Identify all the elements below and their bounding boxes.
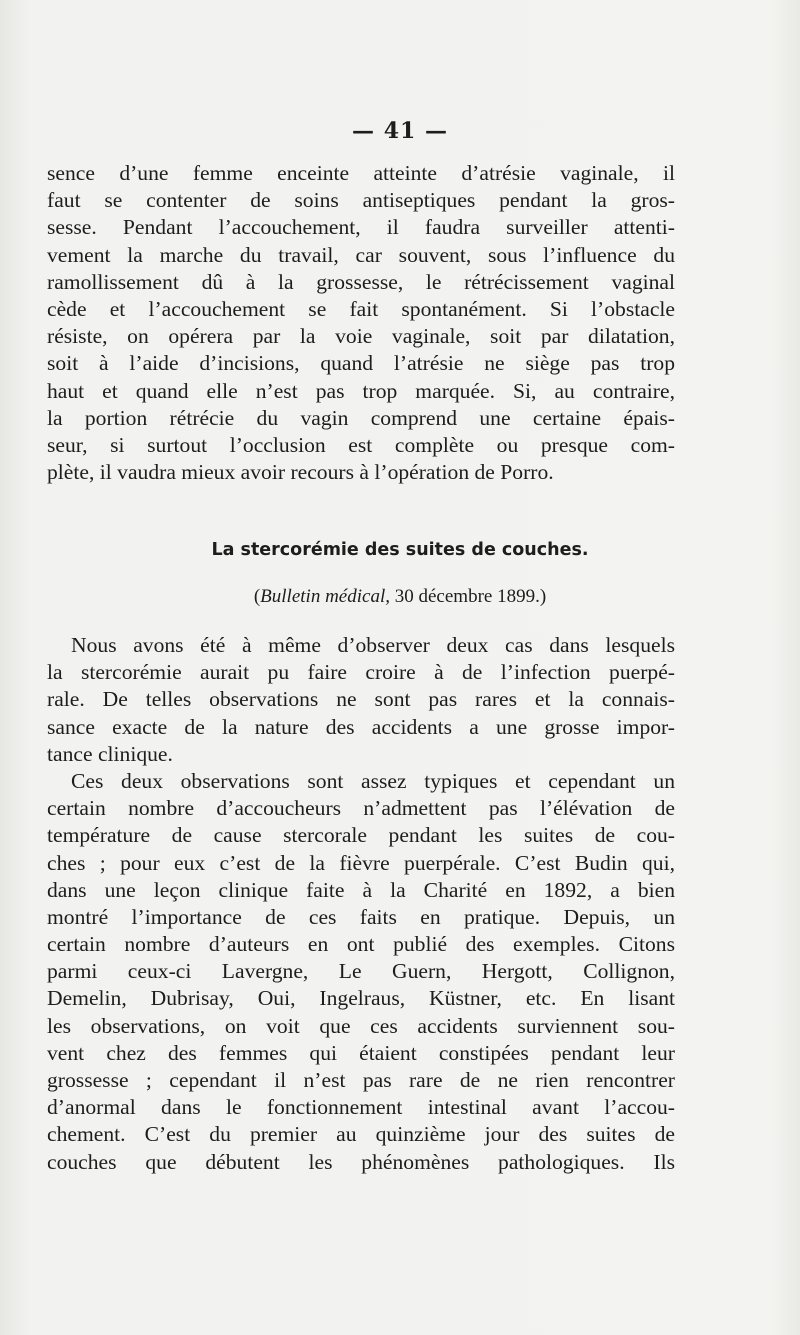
text-line: température de cause stercorale pendant les suites de cou- [47, 823, 675, 848]
text-line: sence d’une femme enceinte atteinte d’atrésie vaginale, il [47, 161, 675, 185]
text-line: la portion rétrécie du vagin comprend une certaine épais- [47, 405, 675, 430]
text-line: seur, si surtout l’occlusion est complète ou presque com- [47, 432, 675, 457]
text-line: vent chez des femmes qui étaient constipées pendant leur [47, 1040, 675, 1065]
text-line: sesse. Pendant l’accouchement, il faudra surveiller attenti- [47, 215, 675, 240]
text-line: les observations, on voit que ces accidents surviennent sou- [47, 1013, 675, 1038]
text-line: Demelin, Dubrisay, Oui, Ingelraus, Küstner, etc. En lisant [47, 986, 675, 1011]
text-line: certain nombre d’auteurs en ont publié des exemples. Citons [47, 932, 675, 957]
text-line: la stercorémie aurait pu faire croire à de l’infection puerpé- [47, 660, 675, 685]
text-line: cède et l’accouchement se fait spontanément. Si l’obstacle [47, 296, 675, 321]
text-line: d’anormal dans le fonctionnement intestinal avant l’accou- [47, 1095, 675, 1120]
text-line: faut se contenter de soins antiseptiques pendant la gros- [47, 188, 675, 213]
citation-open: ( [253, 586, 261, 607]
text-line: parmi ceux-ci Lavergne, Le Guern, Hergott, Collignon, [47, 959, 675, 984]
text-line: ramollissement dû à la grossesse, le rétrécissement vaginal [47, 269, 675, 294]
text-line: résiste, on opérera par la voie vaginale, soit par dilatation, [47, 324, 675, 349]
text-line: couches que débutent les phénomènes pathologiques. Ils [47, 1149, 675, 1174]
text-line: sance exacte de la nature des accidents a une grosse impor- [47, 714, 675, 739]
text-line: Nous avons été à même d’observer deux cas dans lesquels [71, 633, 675, 657]
citation [0, 586, 800, 608]
text-line: dans une leçon clinique faite à la Charité en 1892, a bien [47, 877, 675, 902]
section-heading: La stercorémie des suites de couches. [211, 540, 589, 560]
text-line: Ces deux observations sont assez typiques et cependant un [71, 768, 675, 793]
text-line: ches ; pour eux c’est de la fièvre puerpérale. C’est Budin qui, [47, 850, 675, 875]
text-line: tance clinique. [47, 741, 173, 766]
text-line: certain nombre d’accoucheurs n’admettent pas l’élévation de [47, 796, 675, 821]
text-line: montré l’importance de ces faits en pratique. Depuis, un [47, 904, 675, 929]
body-text [47, 632, 675, 1176]
text-line: chement. C’est du premier au quinzième jour des suites de [47, 1122, 675, 1147]
paragraph-continuation [47, 160, 675, 486]
text-line: haut et quand elle n’est pas trop marquée. Si, au contraire, [47, 378, 675, 403]
citation-source: Bulletin médical, [260, 586, 390, 607]
text-line: vement la marche du travail, car souvent, sous l’influence du [47, 242, 675, 267]
citation-date: 30 décembre 1899.) [389, 586, 547, 607]
text-line: soit à l’aide d’incisions, quand l’atrésie ne siège pas trop [47, 351, 675, 376]
text-line: rale. De telles observations ne sont pas rares et la connais- [47, 687, 675, 712]
text-line: grossesse ; cependant il n’est pas rare de ne rien rencontrer [47, 1068, 675, 1092]
page-number: — 41 — [352, 118, 448, 144]
text-line: plète, il vaudra mieux avoir recours à l’opération de Porro. [47, 460, 554, 485]
